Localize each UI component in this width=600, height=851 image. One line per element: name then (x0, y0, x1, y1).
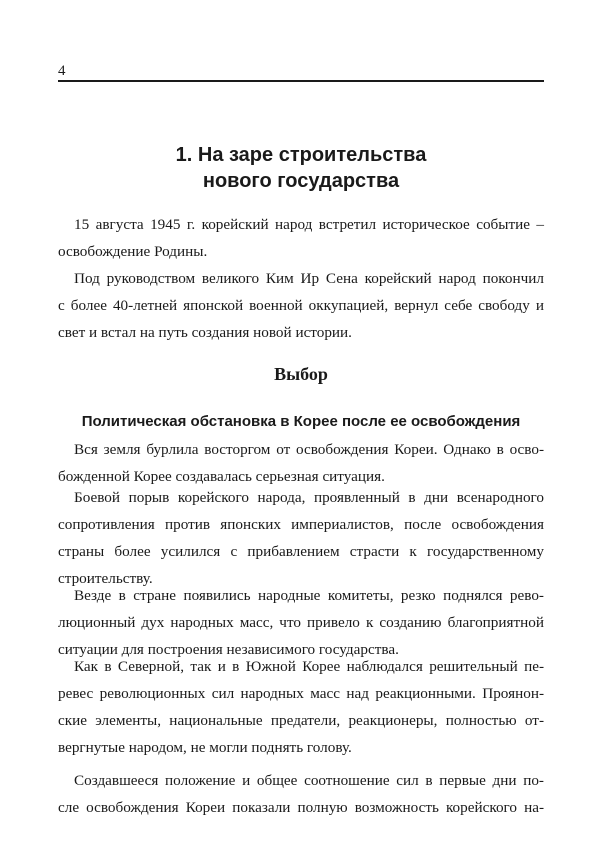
page-number: 4 (58, 63, 66, 79)
text-line: свет и встал на путь создания новой истории. (58, 324, 352, 341)
chapter-title (58, 142, 544, 194)
intro-paragraph-1 (58, 211, 544, 265)
text-line: Создавшееся положение и общее соотношение сил в первые дни по- (74, 772, 544, 789)
text-line: с более 40-летней японской военной оккупацией, вернул себе свободу и (58, 297, 544, 314)
text-line: Вся земля бурлила восторгом от освобождения Кореи. Однако в осво- (74, 441, 544, 458)
text-line: сле освобождения Кореи показали полную возможность корейского на- (58, 799, 544, 816)
text-line: освобождение Родины. (58, 243, 208, 260)
text-line: Под руководством великого Ким Ир Сена корейский народ покончил (74, 270, 544, 287)
text-line: люционный дух народных масс, что привело к созданию благоприятной (58, 614, 544, 631)
text-line: ревес революционных сил народных масс над реакционными. Проянон- (58, 685, 544, 702)
text-line: сопротивления против японских империалистов, после освобождения (58, 516, 544, 533)
body-paragraph-2 (58, 484, 544, 592)
text-line: строительству. (58, 570, 153, 587)
body-paragraph-1 (58, 436, 544, 490)
chapter-title-line-2: нового государства (202, 170, 400, 192)
subsection-title: Политическая обстановка в Корее после ее освобождения (81, 413, 521, 430)
text-line: Как в Северной, так и в Южной Корее наблюдался решительный пе- (74, 658, 544, 675)
body-paragraph-3 (58, 582, 544, 663)
text-line: ские элементы, национальные предатели, реакционеры, полностью от- (58, 712, 544, 729)
text-line: вергнутые народом, не могли поднять голову. (58, 739, 352, 756)
intro-paragraph-2 (58, 265, 544, 346)
header-rule (58, 80, 544, 82)
body-paragraph-4 (58, 653, 544, 761)
section-title: Выбор (274, 364, 328, 384)
text-line: ситуации для построения независимого государства. (58, 641, 399, 658)
chapter-title-line-1: 1. На заре строительства (175, 144, 427, 166)
text-line: божденной Корее создавалась серьезная ситуация. (58, 468, 385, 485)
text-line: Боевой порыв корейского народа, проявленный в дни всенародного (74, 489, 544, 506)
body-paragraph-5 (58, 767, 544, 821)
text-line: 15 августа 1945 г. корейский народ встретил историческое событие – (74, 216, 544, 233)
text-line: страны более усилился с прибавлением страсти к государственному (58, 543, 544, 560)
text-line: Везде в стране появились народные комитеты, резко поднялся рево- (74, 587, 544, 604)
